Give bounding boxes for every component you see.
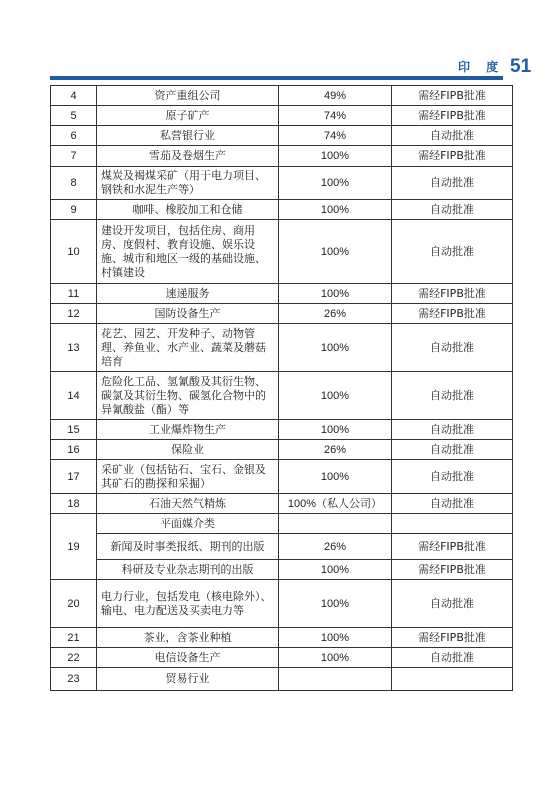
route-cell: 自动批准 [392,167,513,200]
row-number: 10 [51,220,97,284]
route-cell: 自动批准 [392,580,513,628]
row-number: 16 [51,440,97,460]
percent-cell [279,668,392,691]
industry-cell: 平面媒介类 [97,514,279,534]
percent-cell: 100% [279,460,392,494]
table-row [51,668,513,691]
table-row [51,514,513,534]
percent-cell: 100% [279,628,392,648]
row-number: 12 [51,304,97,324]
route-cell: 自动批准 [392,372,513,420]
route-cell: 自动批准 [392,494,513,514]
table-row [51,324,513,372]
table-row [51,126,513,146]
route-cell [392,514,513,534]
route-cell: 需经FIPB批准 [392,106,513,126]
route-cell: 需经FIPB批准 [392,628,513,648]
row-number: 9 [51,200,97,220]
industry-cell: 新闻及时事类报纸、期刊的出版 [97,534,279,560]
percent-cell: 74% [279,106,392,126]
route-cell: 需经FIPB批准 [392,284,513,304]
percent-cell: 100% [279,146,392,167]
percent-cell: 100% [279,560,392,580]
route-cell: 需经FIPB批准 [392,146,513,167]
table-row [51,200,513,220]
percent-cell: 100% [279,420,392,440]
percent-cell: 100% [279,200,392,220]
industry-cell: 花艺、园艺、开发种子、动物管理、养鱼业、水产业、蔬菜及蘑菇培育 [97,324,279,372]
industry-cell: 建设开发项目，包括住房、商用房、度假村、教育设施、娱乐设施、城市和地区一级的基础设施、村镇建设 [97,220,279,284]
row-number: 20 [51,580,97,628]
route-cell: 自动批准 [392,324,513,372]
row-number: 18 [51,494,97,514]
table-row [51,580,513,628]
industry-cell: 采矿业（包括钻石、宝石、金银及其矿石的勘探和采掘） [97,460,279,494]
row-number: 14 [51,372,97,420]
industry-cell: 速递服务 [97,284,279,304]
industry-cell: 咖啡、橡胶加工和仓储 [97,200,279,220]
percent-cell: 100% [279,372,392,420]
row-number: 21 [51,628,97,648]
table-row [51,372,513,420]
header-country: 印 度 [458,60,505,74]
route-cell: 自动批准 [392,200,513,220]
percent-cell [279,514,392,534]
table-row [51,220,513,284]
industry-cell: 保险业 [97,440,279,460]
row-number: 7 [51,146,97,167]
table-row [51,167,513,200]
fdi-table [50,85,513,691]
table-row [51,440,513,460]
industry-cell: 电力行业，包括发电（核电除外）、输电、电力配送及买卖电力等 [97,580,279,628]
route-cell: 自动批准 [392,220,513,284]
row-number: 23 [51,668,97,691]
percent-cell: 100% [279,284,392,304]
row-number: 19 [51,514,97,580]
table-row [51,534,513,560]
percent-cell: 100% [279,324,392,372]
row-number: 11 [51,284,97,304]
industry-cell: 私营银行业 [97,126,279,146]
percent-cell: 49% [279,86,392,106]
route-cell: 自动批准 [392,126,513,146]
industry-cell: 科研及专业杂志期刊的出版 [97,560,279,580]
industry-cell: 雪茄及卷烟生产 [97,146,279,167]
percent-cell: 100% [279,648,392,668]
row-number: 5 [51,106,97,126]
percent-cell: 100% [279,580,392,628]
percent-cell: 100%（私人公司） [279,494,392,514]
table-row [51,284,513,304]
percent-cell: 26% [279,534,392,560]
table-row [51,146,513,167]
route-cell: 自动批准 [392,460,513,494]
table-row [51,420,513,440]
table-row [51,460,513,494]
route-cell: 需经FIPB批准 [392,534,513,560]
route-cell: 需经FIPB批准 [392,304,513,324]
industry-cell: 电信设备生产 [97,648,279,668]
route-cell: 自动批准 [392,648,513,668]
table-row [51,86,513,106]
table-row [51,304,513,324]
percent-cell: 26% [279,440,392,460]
industry-cell: 石油天然气精炼 [97,494,279,514]
percent-cell: 26% [279,304,392,324]
row-number: 8 [51,167,97,200]
industry-cell: 工业爆炸物生产 [97,420,279,440]
table-row [51,560,513,580]
page-number: 51 [510,56,532,77]
percent-cell: 100% [279,220,392,284]
table-row [51,494,513,514]
percent-cell: 100% [279,167,392,200]
route-cell: 需经FIPB批准 [392,86,513,106]
route-cell: 自动批准 [392,440,513,460]
row-number: 6 [51,126,97,146]
route-cell: 自动批准 [392,420,513,440]
industry-cell: 资产重组公司 [97,86,279,106]
industry-cell: 煤炭及褐煤采矿（用于电力项目、钢铁和水泥生产等） [97,167,279,200]
row-number: 15 [51,420,97,440]
row-number: 17 [51,460,97,494]
route-cell [392,668,513,691]
percent-cell: 74% [279,126,392,146]
table-row [51,106,513,126]
industry-cell: 危险化工品、氢氰酸及其衍生物、碳氯及其衍生物、碳氢化合物中的异氰酸盐（酯）等 [97,372,279,420]
industry-cell: 原子矿产 [97,106,279,126]
industry-cell: 贸易行业 [97,668,279,691]
row-number: 22 [51,648,97,668]
industry-cell: 国防设备生产 [97,304,279,324]
row-number: 4 [51,86,97,106]
row-number: 13 [51,324,97,372]
route-cell: 需经FIPB批准 [392,560,513,580]
table-row [51,628,513,648]
header-rule [50,76,503,80]
industry-cell: 茶业，含茶业种植 [97,628,279,648]
table-row [51,648,513,668]
